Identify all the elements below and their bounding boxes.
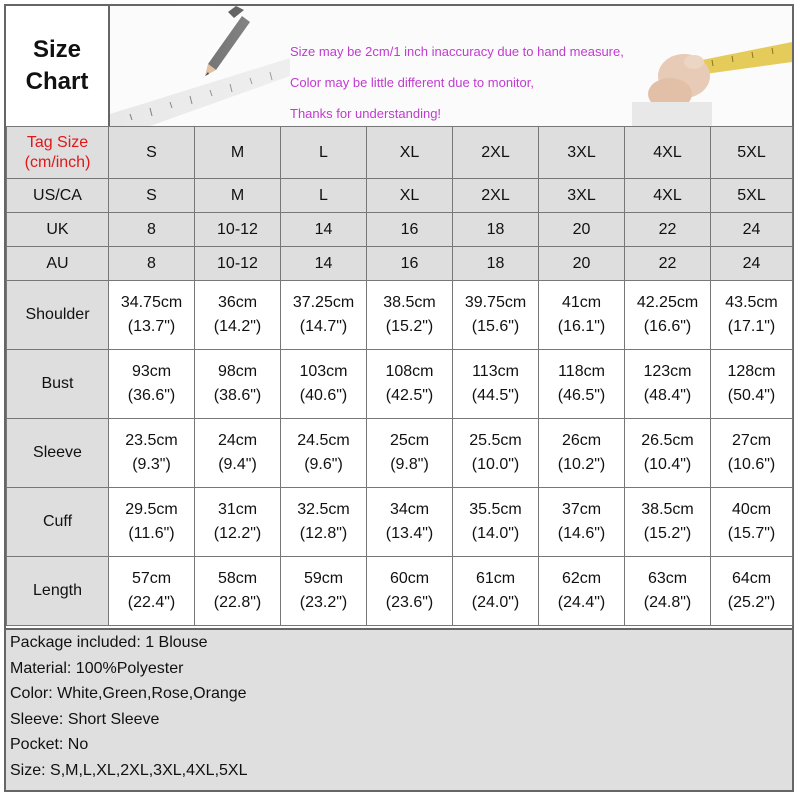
region-size-cell: XL — [367, 179, 453, 213]
region-size-cell: 10-12 — [195, 213, 281, 247]
measure-cell — [281, 488, 367, 557]
measure-cell — [195, 419, 281, 488]
measure-inch: (48.4") — [643, 387, 692, 404]
measure-inch: (16.6") — [643, 318, 692, 335]
measure-cm: 37cm — [561, 501, 602, 518]
measure-cm: 60cm — [389, 570, 430, 587]
measure-cm: 38.5cm — [383, 294, 436, 311]
measure-inch: (12.2") — [213, 525, 262, 542]
measure-inch: (42.5") — [385, 387, 434, 404]
tag-size-cell: S — [109, 127, 195, 179]
measure-cell — [539, 557, 625, 626]
measure-cm: 39.75cm — [464, 294, 527, 311]
measure-inch: (14.0") — [471, 525, 520, 542]
measure-cm: 42.25cm — [636, 294, 699, 311]
measure-inch: (10.4") — [643, 456, 692, 473]
measure-cm: 38.5cm — [641, 501, 694, 518]
region-size-cell: 22 — [625, 213, 711, 247]
measure-cell — [109, 350, 195, 419]
measure-cm: 26.5cm — [641, 432, 694, 449]
region-size-cell: 22 — [625, 247, 711, 281]
measure-cm: 34.75cm — [120, 294, 183, 311]
measure-inch: (22.8") — [213, 594, 262, 611]
title-line-2: Chart — [25, 68, 89, 95]
measure-inch: (36.6") — [127, 387, 176, 404]
measure-cm: 34cm — [389, 501, 430, 518]
measure-inch: (9.6") — [304, 456, 343, 473]
measure-inch: (13.4") — [385, 525, 434, 542]
measure-cm: 32.5cm — [297, 501, 350, 518]
measure-inch: (24.0") — [471, 594, 520, 611]
measure-inch: (23.2") — [299, 594, 348, 611]
measure-cm: 128cm — [727, 363, 776, 380]
measure-cell — [539, 419, 625, 488]
measurement-notes — [290, 36, 624, 126]
measure-cm: 26cm — [561, 432, 602, 449]
chart-header — [6, 6, 792, 128]
info-package: Package included: 1 Blouse — [10, 634, 208, 651]
measure-cell — [367, 557, 453, 626]
tag-size-cell: M — [195, 127, 281, 179]
region-row-au — [7, 247, 793, 281]
measure-cm: 25.5cm — [469, 432, 522, 449]
measure-inch: (24.4") — [557, 594, 606, 611]
measure-inch: (9.4") — [218, 456, 257, 473]
measure-cm: 108cm — [385, 363, 434, 380]
measure-inch: (15.2") — [643, 525, 692, 542]
measure-cell — [367, 350, 453, 419]
measure-inch: (13.7") — [127, 318, 176, 335]
region-size-cell: 20 — [539, 247, 625, 281]
measure-inch: (15.7") — [727, 525, 776, 542]
measure-cm: 62cm — [561, 570, 602, 587]
measure-cell — [453, 281, 539, 350]
measure-inch: (40.6") — [299, 387, 348, 404]
measure-row-sleeve — [7, 419, 793, 488]
measure-cm: 59cm — [303, 570, 344, 587]
measure-inch: (46.5") — [557, 387, 606, 404]
tag-size-cell: 4XL — [625, 127, 711, 179]
measure-cm: 24.5cm — [297, 432, 350, 449]
info-pocket: Pocket: No — [10, 736, 89, 753]
region-size-cell: 4XL — [625, 179, 711, 213]
measure-cm: 23.5cm — [125, 432, 178, 449]
measure-cm: 40cm — [731, 501, 772, 518]
info-size: Size: S,M,L,XL,2XL,3XL,4XL,5XL — [10, 761, 248, 779]
product-info — [6, 628, 792, 790]
region-size-cell: 5XL — [711, 179, 793, 213]
measure-inch: (23.6") — [385, 594, 434, 611]
measure-cell — [539, 281, 625, 350]
measure-cm: 24cm — [217, 432, 258, 449]
region-size-cell: 24 — [711, 213, 793, 247]
measure-label: Shoulder — [7, 281, 109, 350]
measure-inch: (25.2") — [727, 594, 776, 611]
measure-cm: 61cm — [475, 570, 516, 587]
measure-row-bust — [7, 350, 793, 419]
pencil-ruler-image — [110, 6, 290, 126]
measure-cell — [539, 350, 625, 419]
measure-cm: 29.5cm — [125, 501, 178, 518]
measure-inch: (15.6") — [471, 318, 520, 335]
measure-cm: 25cm — [389, 432, 430, 449]
title-line-1: Size — [32, 36, 81, 63]
tag-size-label-line-1: Tag Size — [26, 133, 89, 151]
measure-inch: (10.0") — [471, 456, 520, 473]
measure-cell — [367, 281, 453, 350]
region-size-cell: M — [195, 179, 281, 213]
tag-size-cell: XL — [367, 127, 453, 179]
measure-label: Length — [7, 557, 109, 626]
measure-cm: 41cm — [561, 294, 602, 311]
measure-inch: (16.1") — [557, 318, 606, 335]
measure-cm: 27cm — [731, 432, 772, 449]
measure-row-length — [7, 557, 793, 626]
measure-inch: (14.7") — [299, 318, 348, 335]
region-label: UK — [7, 213, 109, 247]
measure-inch: (11.6") — [128, 525, 175, 542]
measure-cm: 118cm — [558, 363, 605, 380]
measure-cm: 35.5cm — [469, 501, 522, 518]
measure-cell — [195, 557, 281, 626]
tag-size-cell: 5XL — [711, 127, 793, 179]
measure-cell — [281, 557, 367, 626]
region-size-cell: 18 — [453, 247, 539, 281]
measure-cm: 63cm — [647, 570, 688, 587]
measure-cell — [109, 419, 195, 488]
measure-cell — [281, 419, 367, 488]
measure-inch: (17.1") — [727, 318, 776, 335]
measure-inch: (9.3") — [132, 456, 171, 473]
region-size-cell: 14 — [281, 247, 367, 281]
measure-inch: (15.2") — [385, 318, 434, 335]
measure-inch: (38.6") — [213, 387, 262, 404]
measure-inch: (44.5") — [471, 387, 520, 404]
region-size-cell: L — [281, 179, 367, 213]
measure-inch: (12.8") — [299, 525, 348, 542]
measure-cell — [281, 350, 367, 419]
measure-cell — [711, 419, 793, 488]
measure-cm: 31cm — [217, 501, 258, 518]
info-color: Color: White,Green,Rose,Orange — [10, 685, 247, 702]
info-sleeve: Sleeve: Short Sleeve — [10, 710, 160, 728]
info-material: Material: 100%Polyester — [10, 659, 184, 677]
note-line-1: Size may be 2cm/1 inch inaccuracy due to hand measure, — [290, 44, 624, 59]
tag-size-label-line-2: (cm/inch) — [24, 153, 91, 171]
measure-row-shoulder — [7, 281, 793, 350]
region-size-cell: 14 — [281, 213, 367, 247]
size-chart-frame — [4, 4, 794, 792]
measure-cm: 37.25cm — [292, 294, 355, 311]
measure-inch: (24.8") — [643, 594, 692, 611]
measure-cm: 57cm — [131, 570, 172, 587]
measure-inch: (22.4") — [127, 594, 176, 611]
measurement-banner — [110, 6, 792, 126]
measure-cell — [625, 557, 711, 626]
measure-cell — [711, 488, 793, 557]
measure-cell — [109, 488, 195, 557]
region-size-cell: 3XL — [539, 179, 625, 213]
size-chart-title — [6, 6, 110, 126]
size-table — [6, 126, 793, 626]
measure-cell — [625, 419, 711, 488]
measure-inch: (10.2") — [557, 456, 606, 473]
measure-cell — [711, 281, 793, 350]
measure-cell — [711, 557, 793, 626]
region-label: US/CA — [7, 179, 109, 213]
measure-cell — [109, 281, 195, 350]
measure-inch: (50.4") — [727, 387, 776, 404]
region-size-cell: 10-12 — [195, 247, 281, 281]
region-size-cell: 16 — [367, 213, 453, 247]
measure-cm: 103cm — [299, 363, 348, 380]
measure-inch: (9.8") — [390, 456, 429, 473]
measure-cell — [453, 557, 539, 626]
region-size-cell: 8 — [109, 247, 195, 281]
measure-cell — [109, 557, 195, 626]
tape-measure-hand-image — [632, 6, 792, 126]
measure-cm: 123cm — [643, 363, 692, 380]
note-line-2: Color may be little different due to monitor, — [290, 75, 534, 90]
region-size-cell: 20 — [539, 213, 625, 247]
region-size-cell: S — [109, 179, 195, 213]
measure-cm: 43.5cm — [725, 294, 778, 311]
measure-cell — [195, 350, 281, 419]
measure-cm: 113cm — [472, 363, 519, 380]
measure-cm: 93cm — [131, 363, 172, 380]
measure-cell — [281, 281, 367, 350]
measure-cm: 64cm — [731, 570, 772, 587]
region-row-us-ca — [7, 179, 793, 213]
measure-cell — [711, 350, 793, 419]
region-label: AU — [7, 247, 109, 281]
measure-label: Bust — [7, 350, 109, 419]
region-size-cell: 8 — [109, 213, 195, 247]
tag-size-cell: L — [281, 127, 367, 179]
measure-row-cuff — [7, 488, 793, 557]
tag-size-cell: 3XL — [539, 127, 625, 179]
measure-cell — [625, 281, 711, 350]
measure-cell — [625, 488, 711, 557]
measure-cell — [453, 419, 539, 488]
tag-size-cell: 2XL — [453, 127, 539, 179]
measure-cell — [195, 488, 281, 557]
measure-inch: (14.2") — [213, 318, 262, 335]
measure-cm: 36cm — [217, 294, 258, 311]
measure-cell — [367, 488, 453, 557]
measure-cell — [539, 488, 625, 557]
measure-inch: (14.6") — [557, 525, 606, 542]
tag-size-label — [7, 127, 109, 179]
region-size-cell: 16 — [367, 247, 453, 281]
region-size-cell: 2XL — [453, 179, 539, 213]
region-row-uk — [7, 213, 793, 247]
measure-label: Cuff — [7, 488, 109, 557]
measure-cell — [625, 350, 711, 419]
measure-cell — [453, 350, 539, 419]
region-size-cell: 18 — [453, 213, 539, 247]
measure-label: Sleeve — [7, 419, 109, 488]
region-size-cell: 24 — [711, 247, 793, 281]
measure-cm: 98cm — [217, 363, 258, 380]
tag-size-row — [7, 127, 793, 179]
measure-cm: 58cm — [217, 570, 258, 587]
measure-cell — [195, 281, 281, 350]
measure-inch: (10.6") — [727, 456, 776, 473]
measure-cell — [367, 419, 453, 488]
note-line-3: Thanks for understanding! — [290, 106, 442, 121]
measure-cell — [453, 488, 539, 557]
